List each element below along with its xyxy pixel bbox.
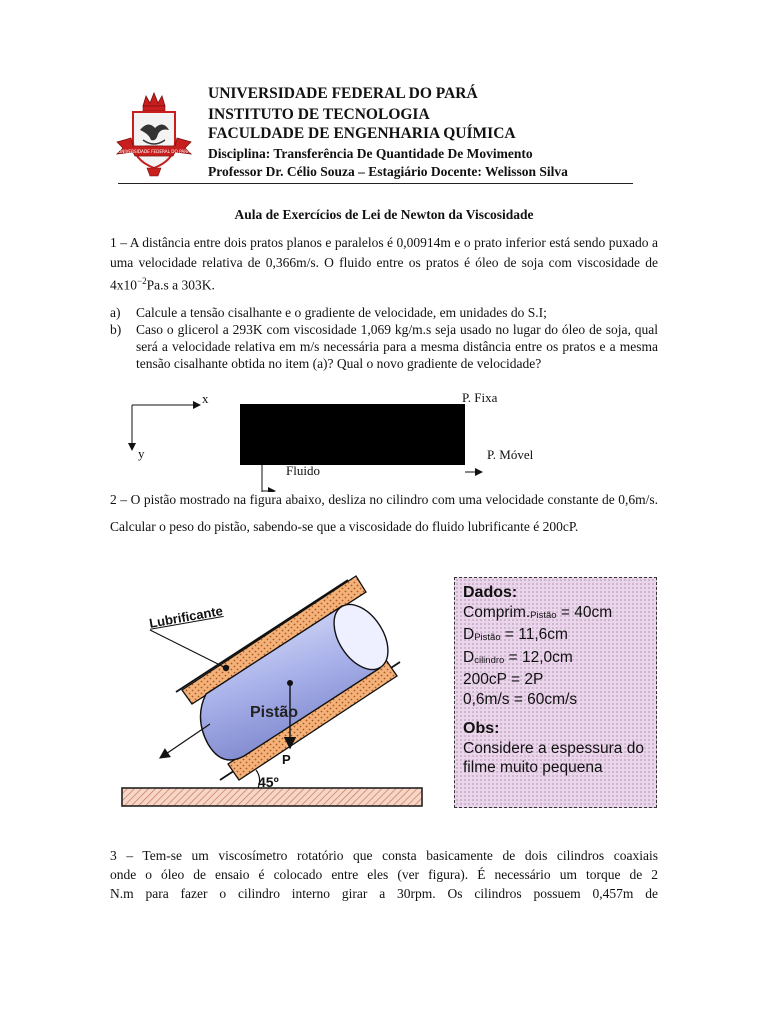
- list-item: [110, 304, 658, 321]
- question-3-line: N.m para fazer o cilindro interno girar a 30rpm. Os cilindros possuem 0,457m de: [110, 886, 658, 901]
- question-1-exponent: −2: [137, 276, 147, 286]
- data-heading: Dados:: [463, 584, 518, 601]
- obs-line: filme muito pequena: [463, 759, 603, 776]
- axis-y-label: y: [138, 446, 145, 461]
- university-name: UNIVERSIDADE FEDERAL DO PARÁ: [208, 85, 478, 102]
- institute-name: INSTITUTO DE TECNOLOGIA: [208, 106, 430, 123]
- fluid-block: [240, 404, 465, 465]
- data-dp-prefix: D: [463, 626, 475, 643]
- data-dp-value: = 11,6cm: [500, 626, 568, 643]
- question-1: [110, 233, 658, 295]
- data-line-dp: [463, 625, 656, 648]
- piston-label: Pistão: [250, 704, 299, 721]
- item-label: b): [110, 322, 122, 337]
- question-1-text: 1 – A distância entre dois pratos planos e paralelos é 0,00914m e o prato inferior está sendo puxado a uma velocidade relativa de 0,366m/s. O fluido entre os pratos é óleo de soja com viscosidade de 4x10: [110, 235, 658, 293]
- question-3: [110, 846, 658, 903]
- plates-diagram: [120, 392, 540, 492]
- axis-x-label: x: [202, 391, 209, 406]
- data-length-prefix: Comprim.: [463, 603, 531, 621]
- angle-label: 45º: [258, 774, 279, 790]
- item-text: Caso o glicerol a 293K com viscosidade 1,069 kg/m.s seja usado no lugar do óleo de soja, qual será a velocidade relativa em m/s necessária para a mesma distância entre os pratos e a mesma tensão cisalhante obtida no item (a)? Qual o novo gradiente de velocidade?: [136, 322, 658, 371]
- data-box: [454, 577, 657, 808]
- data-line-velocity: 0,6m/s = 60cm/s: [463, 690, 578, 708]
- question-1-items: [110, 304, 658, 372]
- question-3-line: onde o óleo de ensaio é colocado entre eles (ver figura). É necessário um torque de 2: [110, 867, 658, 882]
- data-line-dc: [463, 648, 656, 671]
- data-dc-prefix: D: [463, 648, 475, 666]
- moving-plate-label: P. Móvel: [487, 447, 534, 462]
- university-crest-icon: [113, 90, 195, 180]
- fluid-label: Fluido: [286, 463, 320, 478]
- data-line-viscosity: 200cP = 2P: [463, 671, 544, 688]
- question-3-line: 3 – Tem-se um viscosímetro rotatório que consta basicamente de dois cilindros coaxiais: [110, 848, 658, 863]
- svg-text:UNIVERSIDADE FEDERAL DO PARÁ: UNIVERSIDADE FEDERAL DO PARÁ: [118, 149, 190, 154]
- fixed-plate-label: P. Fixa: [462, 390, 498, 405]
- plates-figure: [120, 392, 540, 492]
- professor-line: Professor Dr. Célio Souza – Estagiário Docente: Welisson Silva: [208, 164, 568, 179]
- item-text: Calcule a tensão cisalhante e o gradiente de velocidade, em unidades do S.I;: [136, 305, 547, 320]
- obs-heading: Obs:: [463, 720, 500, 737]
- faculty-name: FACULDADE DE ENGENHARIA QUÍMICA: [208, 125, 516, 142]
- question-2: 2 – O pistão mostrado na figura abaixo, desliza no cilindro com uma velocidade constante de 0,6m/s. Calcular o peso do pistão, sabendo-se que a viscosidade do fluido lubrificante é 200cP.: [110, 492, 658, 534]
- page-title: Aula de Exercícios de Lei de Newton da Viscosidade: [234, 207, 534, 222]
- question-1-text-end: Pa.s a 303K.: [146, 277, 215, 293]
- data-line-length: [463, 603, 656, 626]
- data-length-value: = 40cm: [556, 603, 613, 621]
- data-dc-value: = 12,0cm: [504, 648, 573, 666]
- lubricant-label: Lubrificante: [148, 603, 224, 631]
- header-divider: [118, 183, 633, 184]
- data-length-sub: Pistão: [530, 609, 557, 621]
- discipline-line: Disciplina: Transferência De Quantidade De Movimento: [208, 146, 533, 161]
- obs-line: Considere a espessura do: [463, 739, 644, 757]
- item-label: a): [110, 305, 121, 320]
- data-dc-sub: cilindro: [474, 654, 505, 666]
- data-dp-sub: Pistão: [474, 632, 501, 643]
- list-item: [110, 321, 658, 372]
- weight-label: P: [282, 752, 291, 767]
